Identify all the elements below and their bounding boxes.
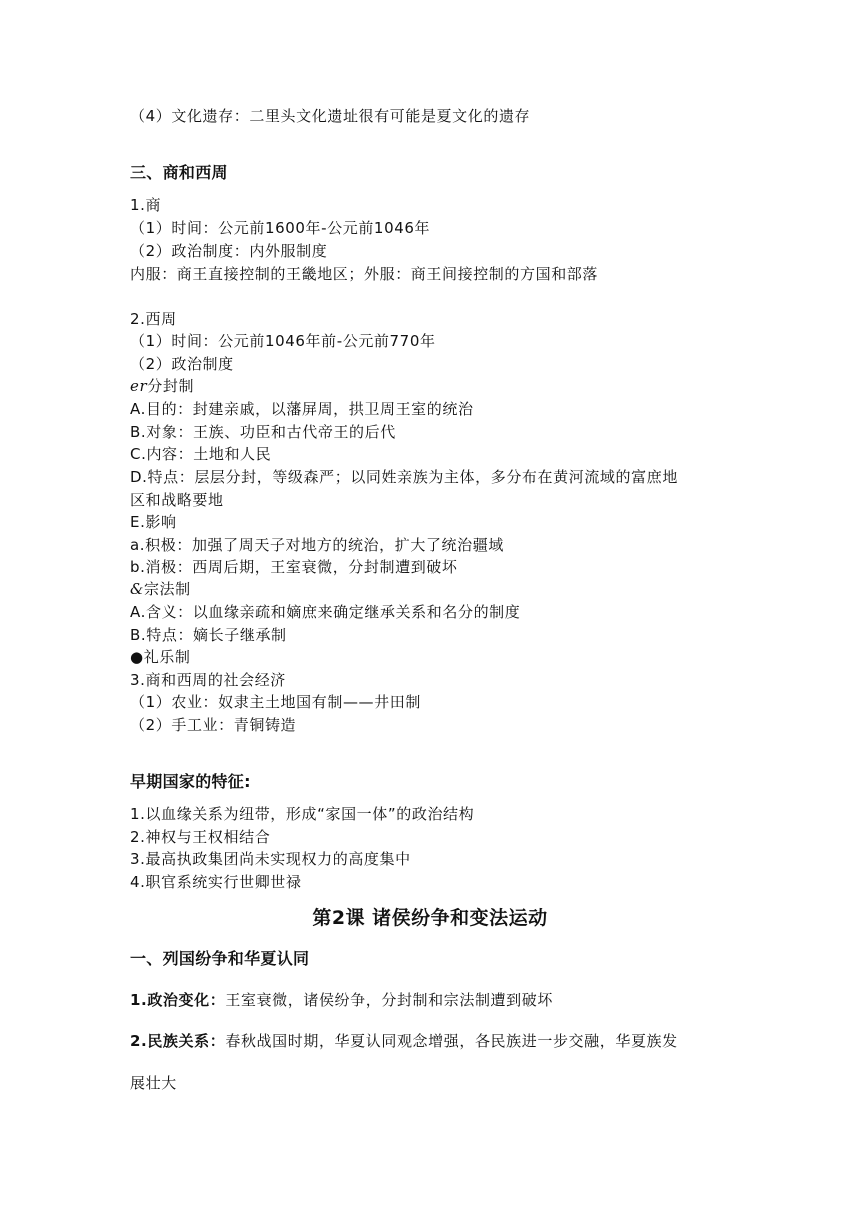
label-ethnic-relations: 2.民族关系： (130, 1032, 226, 1050)
lesson-title: 第2课 诸侯纷争和变法运动 (312, 907, 548, 929)
text-line-rites-music: ●礼乐制 (130, 648, 191, 666)
text-line-handicraft: （2）手工业：青铜铸造 (130, 716, 297, 734)
section-heading-shang-western-zhou: 三、商和西周 (130, 163, 228, 182)
text-line-economy: 3.商和西周的社会经济 (130, 671, 286, 689)
text-ethnic-relations: 春秋战国时期，华夏认同观念增强，各民族进一步交融，华夏族发 (225, 1032, 678, 1050)
text-line-objects: B.对象：王族、功臣和古代帝王的后代 (130, 423, 396, 441)
text-political-change: 王室衰微，诸侯纷争，分封制和宗法制遭到破坏 (225, 991, 553, 1009)
section-heading-states-conflict: 一、列国纷争和华夏认同 (130, 949, 310, 968)
text-line-feature-2: 2.神权与王权相结合 (130, 828, 271, 846)
text-line-political-change (130, 989, 553, 1011)
text-line-features-cont: 区和战略要地 (130, 491, 224, 509)
text-line-content: C.内容：土地和人民 (130, 445, 272, 463)
text-line-cultural-relics: （4）文化遗存：二里头文化遗址很有可能是夏文化的遗存 (130, 107, 531, 125)
text-line-positive: a.积极：加强了周天子对地方的统治，扩大了统治疆域 (130, 536, 504, 554)
bullet-symbol: & (130, 580, 144, 598)
text-patriarchal-label: 宗法制 (143, 580, 191, 598)
text-line-meaning: A.含义：以血缘亲疏和嫡庶来确定继承关系和名分的制度 (130, 603, 521, 621)
text-line-negative: b.消极：西周后期，王室衰微，分封制遭到破坏 (130, 558, 458, 576)
text-line-enfeoffment (130, 375, 194, 397)
text-line-shang-political-system: （2）政治制度：内外服制度 (130, 242, 328, 260)
text-line-inner-outer-service: 内服：商王直接控制的王畿地区；外服：商王间接控制的方国和部落 (130, 265, 599, 283)
text-enfeoffment-label: 分封制 (147, 377, 195, 395)
text-line-shang: 1.商 (130, 196, 162, 214)
text-line-ethnic-relations-cont: 展壮大 (130, 1074, 177, 1092)
text-line-western-zhou: 2.西周 (130, 310, 177, 328)
label-political-change: 1.政治变化： (130, 991, 226, 1009)
text-line-impact: E.影响 (130, 513, 177, 531)
text-line-purpose: A.目的：封建亲戚，以藩屏周，拱卫周王室的统治 (130, 400, 474, 418)
text-line-ethnic-relations (130, 1030, 678, 1052)
bullet-symbol: er (130, 377, 148, 395)
text-line-feature-3: 3.最高执政集团尚未实现权力的高度集中 (130, 850, 411, 868)
text-line-shang-time: （1）时间：公元前1600年-公元前1046年 (130, 219, 431, 237)
text-line-zhou-time: （1）时间：公元前1046年前-公元前770年 (130, 332, 436, 350)
text-line-feature-4: 4.职官系统实行世卿世禄 (130, 873, 302, 891)
text-line-feature-1: 1.以血缘关系为纽带，形成“家国一体”的政治结构 (130, 805, 475, 823)
text-line-characteristic: B.特点：嫡长子继承制 (130, 626, 287, 644)
text-line-agriculture: （1）农业：奴隶主土地国有制——井田制 (130, 693, 421, 711)
text-line-zhou-political-system: （2）政治制度 (130, 355, 234, 373)
text-line-features: D.特点：层层分封，等级森严；以同姓亲族为主体，多分布在黄河流域的富庶地 (130, 468, 678, 486)
text-line-patriarchal (130, 578, 191, 600)
section-heading-early-state: 早期国家的特征: (130, 772, 251, 791)
